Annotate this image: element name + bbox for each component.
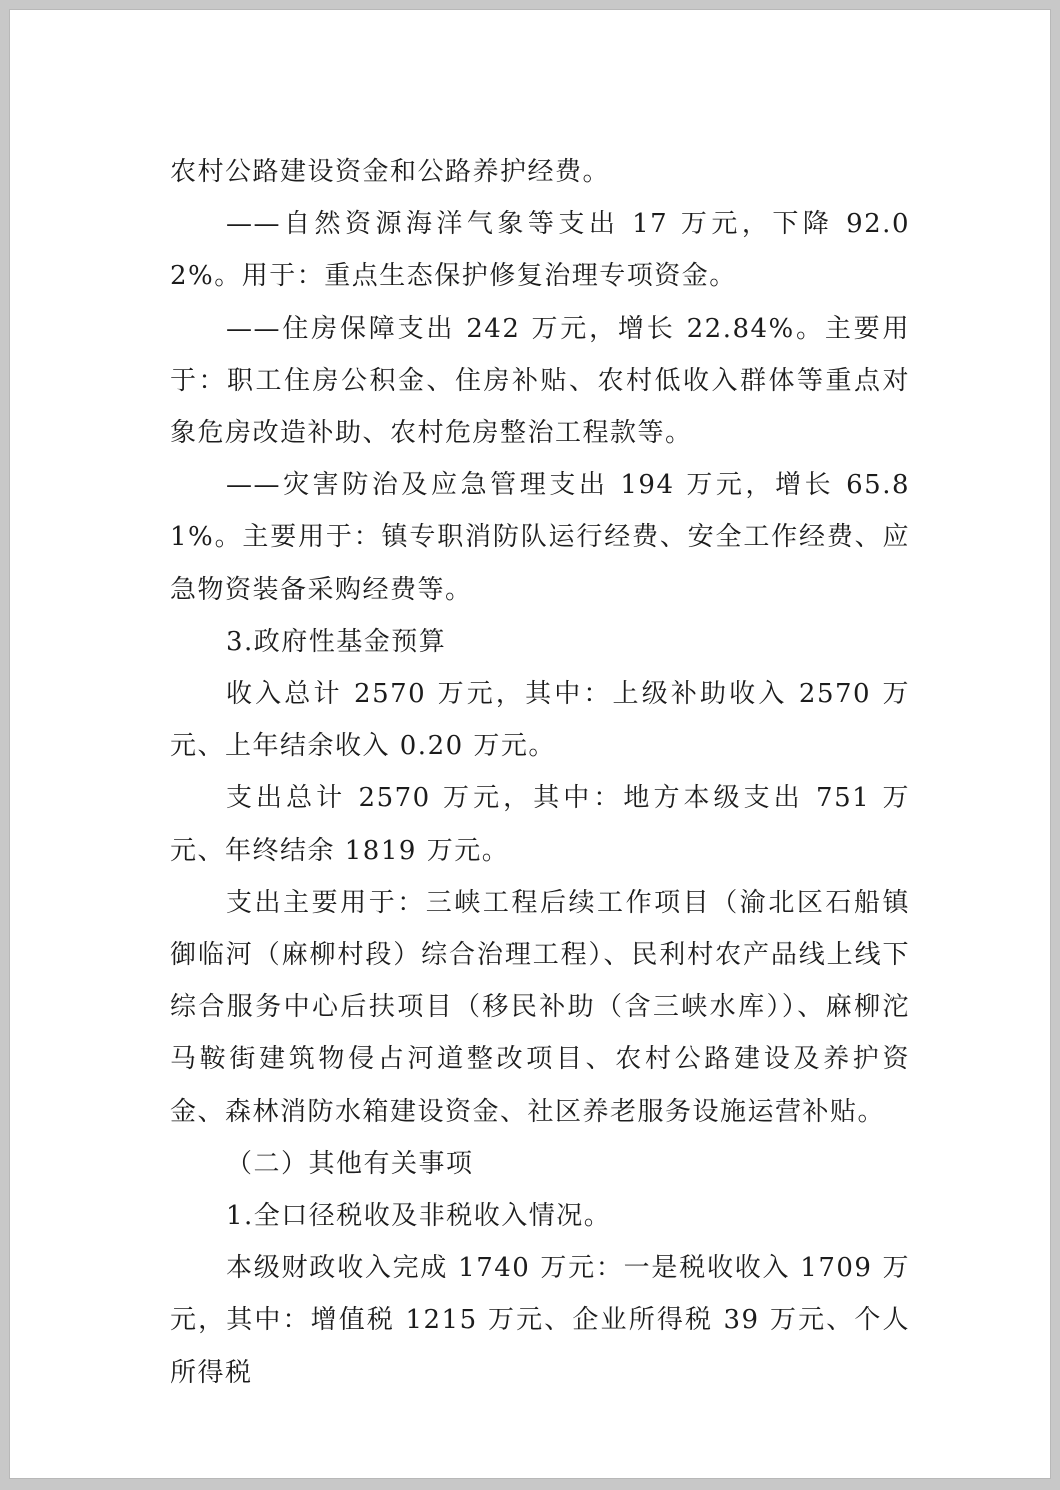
paragraph: ——灾害防治及应急管理支出 194 万元，增长 65.81%。主要用于：镇专职消防队运行经费、安全工作经费、应急物资装备采购经费等。 bbox=[170, 470, 910, 605]
section-heading: 3.政府性基金预算 bbox=[226, 626, 447, 657]
document-page bbox=[10, 10, 1050, 1478]
section-heading: （二）其他有关事项 bbox=[226, 1148, 474, 1179]
paragraph: 支出总计 2570 万元，其中：地方本级支出 751 万元、年终结余 1819 万元。 bbox=[170, 783, 910, 866]
section-heading: 1.全口径税收及非税收入情况。 bbox=[226, 1201, 612, 1232]
paragraph: ——住房保障支出 242 万元，增长 22.84%。主要用于：职工住房公积金、住房补贴、农村低收入群体等重点对象危房改造补助、农村危房整治工程款等。 bbox=[170, 313, 910, 449]
paragraph: 本级财政收入完成 1740 万元：一是税收收入 1709 万元，其中：增值税 1215 万元、企业所得税 39 万元、个人所得税 bbox=[170, 1253, 910, 1388]
paragraph: 农村公路建设资金和公路养护经费。 bbox=[170, 157, 611, 187]
document-body bbox=[170, 146, 910, 1399]
paragraph: 支出主要用于：三峡工程后续工作项目（渝北区石船镇御临河（麻柳村段）综合治理工程）、民利村农产品线上线下综合服务中心后扶项目（移民补助（含三峡水库））、麻柳沱马鞍街建筑物侵占河道整改项目、农村公路建设及养护资金、森林消防水箱建设资金、社区养老服务设施运营补贴。 bbox=[170, 887, 910, 1127]
paragraph: ——自然资源海洋气象等支出 17 万元，下降 92.02%。用于：重点生态保护修复治理专项资金。 bbox=[170, 209, 910, 292]
paragraph: 收入总计 2570 万元，其中：上级补助收入 2570 万元、上年结余收入 0.20 万元。 bbox=[170, 679, 910, 762]
